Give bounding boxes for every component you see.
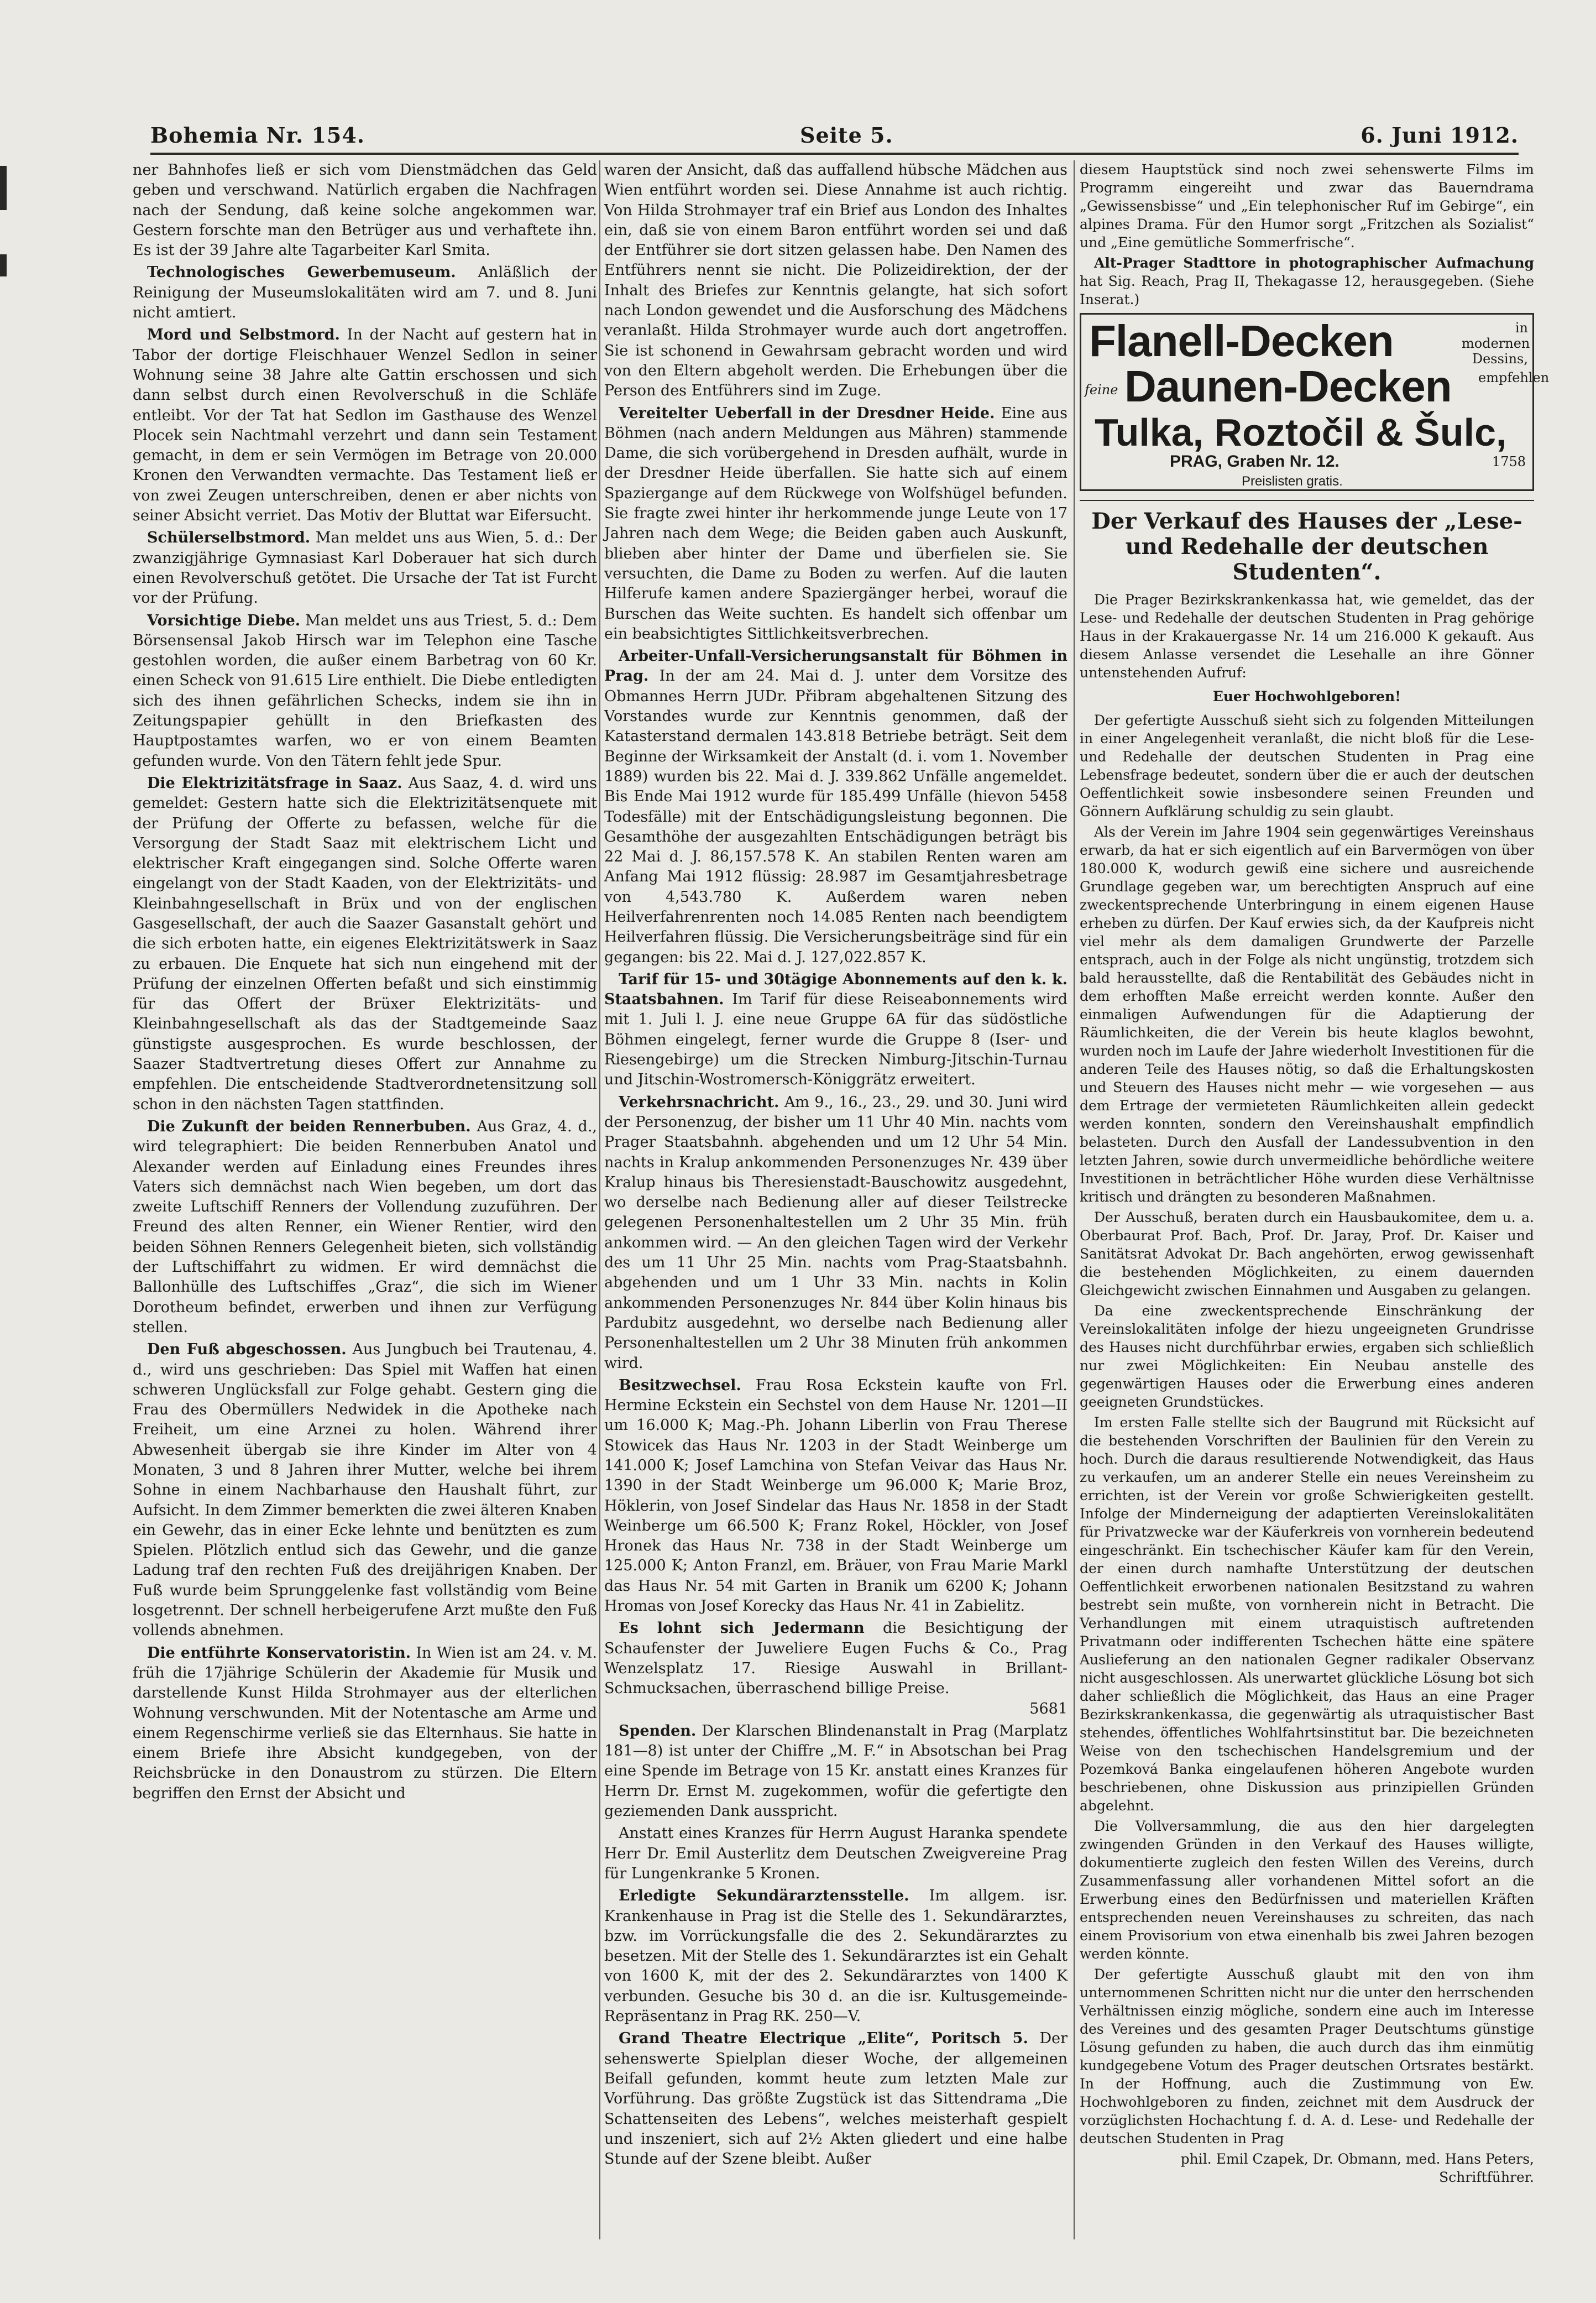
article-paragraph [604, 1824, 1068, 1884]
article-body: Der sehenswerte Spielplan dieser Woche, der allgemeinen Beifall gefunden, kommt heute zum letzten Male zur Vorführung. Das größte Zugstück ist das Sittendrama „Die Schattenseiten des Lebens“, welches meisterhaft gespielt und inszeniert, sich auf 2½ Akten gliedert und eine halbe Stunde auf der Szene bleibt. Außer [604, 2030, 1068, 2168]
article-continuation: diesem Hauptstück sind noch zwei sehenswerte Films im Programm eingereiht und zwar das Bauerndrama „Gewissensbisse“ und „Ein telephonischer Ruf im Gebirge“, ein alpines Drama. Für den Humor sorgt „Fritzchen als Sozialist“ und „Eine gemütliche Sommerfrische“. [1080, 161, 1534, 250]
ad-number: 1758 [1492, 454, 1526, 469]
article-paragraph [133, 774, 597, 1115]
article-body: Frau Rosa Eckstein kaufte von Frl. Hermine Eckstein ein Sechstel von dem Hause Nr. 1201—II um 16.000 K; Mag.-Ph. Johann Liberlin von Frau Therese Stowicek das Haus Nr. 1203 in der Stadt Weinberge um 141.000 K; Josef Lamchina von Stefan Veivar das Haus Nr. 1390 in der Stadt Weinberge um 96.000 K; Marie Broz, Höklerin, von Josef Sindelar das Haus Nr. 1858 in der Stadt Weinberge um 66.500 K; Franz Rokel, Höckler, von Josef Hronek das Haus Nr. 738 in der Stadt Weinberge um 125.000 K; Anton Franzl, em. Bräuer, von Frau Marie Markl das Haus Nr. 54 mit Garten in Branik um 6200 K; Johann Hromas von Josef Korecky das Haus Nr. 41 in Zabielitz. [604, 1376, 1068, 1615]
article-heading: Grand Theatre Electrique „Elite“, Poritsch 5. [619, 2030, 1028, 2048]
page-edge-mark [0, 254, 7, 276]
ad-reference-number: 5681 [1029, 1700, 1068, 1717]
column-divider [599, 160, 600, 2239]
article-paragraph [604, 970, 1068, 1090]
signature: phil. Emil Czapek, Dr. Obmann, med. Hans Peters, Schriftführer. [1180, 2151, 1534, 2185]
article-heading: Vereitelter Ueberfall in der Dresdner Heide. [619, 404, 995, 422]
article-heading: Erledigte Sekundärarztensstelle. [619, 1887, 909, 1905]
salutation: Euer Hochwohlgeboren! [1212, 688, 1401, 704]
article-heading: Technologisches Gewerbemuseum. [147, 264, 456, 281]
article-paragraph [133, 611, 597, 771]
article-heading: Den Fuß abgeschossen. [147, 1341, 347, 1359]
ad-flanell-line: Flanell-Decken [1089, 316, 1394, 365]
header-page-number: Seite 5. [800, 123, 893, 148]
article-paragraph [133, 1117, 597, 1338]
sale-appeal [1080, 711, 1534, 2148]
article-heading: Die Zukunft der beiden Rennerbuben. [147, 1117, 471, 1135]
appeal-paragraph: Im ersten Falle stellte sich der Baugrund mit Rücksicht auf die bestehenden Vorschriften der Baulinien für den Verein zu hoch. Durch die daraus resultierende Notwendigkeit, das Haus zu verkaufen, um an anderer Stelle ein neues Vereinsheim zu errichten, ist der Verein vor große Schwierigkeiten gestellt. Infolge der Minderneigung der adaptierten Vereinslokalitäten für Privatzwecke war der Käuferkreis von vornherein bedeutend eingeschränkt. Ein tschechischer Käufer kam für den Verein, der einen durch namhafte Unterstützung der deutschen Oeffentlichkeit erworbenen nationalen Besitzstand zu wahren bestrebt sein mußte, von vornherein nicht in Betracht. Die Verhandlungen mit einem utraquistisch auftretenden Privatmann oder indifferenten Tschechen hätte eine spätere Auslieferung an den nationalen Gegner radikaler Observanz nicht ausgeschlossen. Als unerwartet glückliche Lösung bot sich daher schließlich die Möglichkeit, das Haus an eine Prager Bezirkskrankenkassa, die gegenwärtig als utraquistischer Bast stehendes, öffentliches Wohlfahrtsinstitut bar. Die bezeichneten Weise von den tschechischen Handelsgremium und der Pozemková Banka eingelaufenen höheren Angebote wurden beschriebenen, ohne Diskussion aus prinzipiellen Gründen abgelehnt. [1080, 1414, 1534, 1814]
page-edge-mark [0, 166, 7, 210]
article-body: Anläßlich der Reinigung der Museumslokalitäten wird am 7. und 8. Juni nicht amtiert. [133, 264, 597, 322]
advertisement-tulka [1080, 313, 1550, 491]
column-3 [1080, 160, 1550, 2189]
article-paragraph [133, 528, 597, 608]
article-body: Eine aus Böhmen (nach andern Meldungen aus Mähren) stammende Dame, die sich vorübergehend in Dresden aufhält, wurde in der Dresdner Heide überfallen. Sie hatte sich auf einem Spaziergange auf dem Rückwege von Wolfshügel befunden. Sie fragte zwei hinter ihr herkommende junge Leute von 17 Jahren nach dem Wege; die Beiden gaben auch Auskunft, blieben aber hinter der Dame und überfielen sie. Sie versuchten, die Dame zu Boden zu werfen. Auf die lauten Hilferufe kamen andere Spaziergänger herbei, worauf die Burschen das Weite suchten. Es handelt sich offenbar um ein beabsichtigtes Sittlichkeitsverbrechen. [604, 404, 1068, 643]
article-body: Man meldet uns aus Triest, 5. d.: Dem Börsensensal Jakob Hirsch war im Telephon eine Tasche gestohlen worden, die außer einem Barbetrag von 60 Kr. einen Scheck von 91.615 Lire enthielt. Die Diebe entledigten sich des ihnen gefährlichen Schecks, indem sie ihn in Zeitungspapier gehüllt in den Briefkasten des Hauptpostamtes warfen, wo er von einem Beamten gefunden wurde. Von den Tätern fehlt jede Spur. [133, 612, 597, 770]
article-paragraph [133, 1643, 597, 1804]
ad-company-name: Tulka, Roztočil & Šulc, [1095, 411, 1507, 454]
article-paragraph [133, 160, 597, 260]
article-paragraph [133, 263, 597, 323]
article-body: waren der Ansicht, daß das auffallend hübsche Mädchen aus Wien entführt worden sei. Diese Annahme ist auch richtig. Von Hilda Strohmayer traf ein Brief aus London des Inhaltes ein, daß sie von einem Baron entführt worden sei und daß der Entführer sie dort sitzen gelassen habe. Den Namen des Entführers nennt sie nicht. Die Polizeidirektion, der der Inhalt des Briefes zur Kenntnis gelangte, hat sich sofort nach London gewendet und die Ausforschung des Mädchens veranlaßt. Hilda Strohmayer wurde auch dort angetroffen. Sie ist schonend in Gewahrsam gebracht worden und wird von den Eltern abgeholt werden. Die Erhebungen über die Person des Entführers sind im Zuge. [604, 161, 1068, 400]
article-body: ner Bahnhofes ließ er sich vom Dienstmädchen das Geld geben und verschwand. Natürlich ergaben die Nachfragen nach der Sendung, daß keine solche angekommen war. Gestern forschte man den Betrüger aus und verhaftete ihn. Es ist der 39 Jahre alte Tagarbeiter Karl Smita. [133, 161, 597, 259]
header-date: 6. Juni 1912. [1360, 123, 1519, 148]
article-heading: Spenden. [619, 1722, 697, 1740]
sale-intro: Die Prager Bezirkskrankenkassa hat, wie gemeldet, das der Lese- und Redehalle der deutschen Studenten in Prag gehörige Haus in der Krakauergasse Nr. 14 um 216.000 K gekauft. Aus diesem Anlasse versendet die Lesehalle an ihre Gönner untenstehenden Aufruf: [1080, 592, 1534, 681]
ad-empfehlen-note: empfehlen [1478, 370, 1550, 385]
article-paragraph [604, 1376, 1068, 1617]
appeal-paragraph: Die Vollversammlung, die aus den hier dargelegten zwingenden Gründen in den Verkauf des Hauses willigte, dokumentierte zugleich den festen Willen des Vereins, durch Zusammenfassung aller vorhandenen Mittel sofort an die Erwerbung eines den Bedürfnissen und materiellen Kräften entsprechenden neuen Vereinshauses zu schreiten, das nach einem Provisorium von etwa einenhalb bis zwei Jahren bezogen werden könnte. [1080, 1818, 1534, 1962]
article-paragraph [604, 404, 1068, 645]
ad-daunen-line: Daunen-Decken [1124, 362, 1452, 411]
ad-price-note: Preislisten gratis. [1242, 474, 1343, 489]
header-rule [150, 153, 1519, 155]
article-body: Am 9., 16., 23., 29. und 30. Juni wird der Personenzug, der bisher um 11 Uhr 40 Min. nachts vom Prager Staatsbahnh. abgehenden und um 12 Uhr 54 Min. nachts in Kralup ankommenden Personenzuges Nr. 439 über Kralup hinaus bis Theresienstadt-Bauschowitz ausgedehnt, wo derselbe nach Bedienung aller auf dieser Teilstrecke gelegenen Personenhaltestellen um 2 Uhr 35 Min. früh ankommen wird. — An den gleichen Tagen wird der Verkehr des um 11 Uhr 25 Min. nachts vom Prag-Staatsbahnh. abgehenden und um 1 Uhr 33 Min. nachts in Kolin ankommenden Personenzuges Nr. 844 über Kolin hinaus bis Pardubitz ausgedehnt, wo derselbe nach Bedienung aller Personenhaltestellen um 2 Uhr 38 Minuten früh ankommen wird. [604, 1093, 1068, 1372]
article-paragraph [604, 646, 1068, 968]
article-body: Aus Graz, 4. d., wird telegraphiert: Die beiden Rennerbuben Anatol und Alexander werden auf Einladung eines Freundes ihres Vaters sich demnächst nach Wien begeben, um dort das zweite Luftschiff Renners der Vollendung zuzuführen. Der Freund des alten Renner, ein Wiener Rentier, wird den beiden Söhnen Renners Gelegenheit bieten, sich vollständig der Luftschiffahrt zu widmen. Er wird demnächst die Ballonhülle des Luftschiffes „Graz“, die sich im Wiener Dorotheum befindet, erwerben und ihnen zur Verfügung stellen. [133, 1117, 597, 1336]
article-heading: Verkehrsnachricht. [619, 1093, 779, 1111]
appeal-paragraph: Der Ausschuß, beraten durch ein Hausbaukomitee, dem u. a. Oberbaurat Prof. Bach, Prof. Dr. Jaray, Prof. Dr. Kaiser und Sanitätsrat Advokat Dr. Bach angehörten, erwog gewissenhaft die bestehenden Möglichkeiten, zu einem dauernden Gleichgewicht zwischen Einnahmen und Ausgaben zu gelangen. [1080, 1209, 1534, 1298]
article-body: die Besichtigung der Schaufenster der Juweliere Eugen Fuchs & Co., Prag Wenzelsplatz 17. Riesige Auswahl in Brillant-Schmucksachen, überraschend billige Preise. [604, 1620, 1068, 1698]
article-body: In der Nacht auf gestern hat in Tabor der dortige Fleischhauer Wenzel Sedlon in seiner Wohnung seine 38 Jahre alte Gattin erschossen und sich dann selbst durch einen Revolverschuß in die Schläfe entleibt. Vor der Tat hat Sedlon im Gasthause des Wenzel Plocek sein Nachtmahl verzehrt und dann sein Testament gemacht, in dem er sein Vermögen im Betrage von 20.000 Kronen den Verwandten vermachte. Das Testament ließ er von zwei Zeugen unterschreiben, denen er aber nichts von seiner Absicht verriet. Das Motiv der Bluttat war Eifersucht. [133, 326, 598, 525]
article-heading: Die entführte Konservatoristin. [147, 1644, 411, 1662]
article-heading: Die Elektrizitätsfrage in Saaz. [147, 774, 402, 792]
article-heading: Schülerselbstmord. [147, 529, 311, 547]
article-heading: Tarif für 15- und 30tägige Abonnements auf den k. k. Staatsbahnen. [604, 970, 1068, 1009]
appeal-paragraph: Als der Verein im Jahre 1904 sein gegenwärtiges Vereinshaus erwarb, da hat er sich eigentlich auf ein Barvermögen von über 180.000 K, wodurch gewiß eine sichere und ausreichende Grundlage gegeben war, um berechtigten Anspruch auf eine zweckentsprechende Unterbringung in einem eigenen Hause erheben zu dürfen. Der Kauf erwies sich, da der Kaufpreis nicht viel mehr als dem damaligen Grundwerte der Parzelle entsprach, auch in der Folge als nicht ungünstig, trotzdem sich bald herausstellte, daß die Rentabilität des Gebäudes nicht in dem erhofften Maße erreicht werden konnte. Außer den einmaligen Aufwendungen für die Adaptierung der Räumlichkeiten, die der Verein bis heute klaglos bewohnt, wurden noch im Laufe der Jahre wiederholt Investitionen für die anderen Teile des Hauses nötig, so daß die Erhaltungskosten und Steuern des Hauses nicht mehr — wie vorgesehen — aus dem Ertrage der vermieteten Räumlichkeiten allein gedeckt werden konnten, sondern den Vereinshaushalt empfindlich belasteten. Durch den Ausfall der Landessubvention in den letzten Jahren, sowie durch unvermeidliche behördliche weitere Investitionen in beträchtlicher Höhe wurden diese Verhältnisse kritisch und drängten zu besonderen Maßnahmen. [1080, 824, 1534, 1205]
article-paragraph [604, 2029, 1068, 2169]
column-divider [1074, 160, 1075, 2239]
article-alt-prager [1080, 254, 1534, 309]
article-paragraph [604, 160, 1068, 401]
ad-address: PRAG, Graben Nr. 12. [1170, 452, 1339, 471]
article-body: Der Klarschen Blindenanstalt in Prag (Marplatz 181—8) ist unter der Chiffre „M. F.“ in Absotschan bei Prag eine Spende im Betrage von 15 Kr. anstatt eines Kranzes für Herrn Dr. Ernst M. zugekommen, wofür die gefertigte den geziemenden Dank ausspricht. [604, 1722, 1068, 1820]
article-paragraph [604, 1618, 1068, 1719]
article-body: Aus Jungbuch bei Trautenau, 4. d., wird uns geschrieben: Das Spiel mit Waffen hat einen schweren Unglücksfall zur Folge gehabt. Gestern ging die Frau des Obermüllers Nedwidek in die Apotheke nach Freiheit, um eine Arznei zu holen. Während ihrer Abwesenheit übergab sie ihre Kinder im Alter von 4 Monaten, 3 und 8 Jahren ihrer Mutter, welche bei ihrem Sohne in einem Nachbarhause den Haushalt führt, zur Aufsicht. In dem Zimmer bemerkten die zwei älteren Knaben ein Gewehr, das in einer Ecke lehnte und benützten es zum Spielen. Plötzlich entlud sich das Gewehr, und die ganze Ladung traf den rechten Fuß des dreijährigen Knaben. Der Fuß wurde beim Sprunggelenke fast vollständig vom Beine losgetrennt. Der schnell herbeigerufene Arzt mußte den Fuß vollends abnehmen. [133, 1341, 597, 1639]
article-paragraph [604, 1721, 1068, 1821]
appeal-paragraph: Der gefertigte Ausschuß glaubt mit den von ihm unternommenen Schritten nicht nur die unter den herrschenden Verhältnissen einzig mögliche, sondern eine auch im Interesse des Vereines und des gesamten Prager Deutschtums günstige Lösung gefunden zu haben, die auch durch das ihm einmütig kundgegebene Votum des Prager deutschen Ortsrates bestärkt. In der Hoffnung, auch die Zustimmung von Ew. Hochwohlgeboren zu finden, zeichnet mit dem Ausdruck der vorzüglichsten Hochachtung f. d. A. d. Lese- und Redehalle der deutschen Studenten in Prag [1080, 1966, 1534, 2147]
article-heading: Besitzwechsel. [619, 1376, 741, 1394]
article-paragraph [133, 325, 597, 526]
appeal-paragraph: Der gefertigte Ausschuß sieht sich zu folgenden Mitteilungen in einer Angelegenheit veranlaßt, die nicht bloß für die Lese- und Redehalle der deutschen Studenten in Prag eine Lebensfrage bedeutet, sondern über die er auch der deutschen Oeffentlichkeit sowie insbesondere seinen Freunden und Gönnern Aufklärung schuldig zu sein glaubt. [1080, 712, 1534, 819]
article-body: Man meldet uns aus Wien, 5. d.: Der zwanzigjährige Gymnasiast Karl Doberauer hat sich durch einen Revolverschuß getötet. Die Ursache der Tat ist Furcht vor der Prüfung. [133, 529, 597, 607]
article-body: In der am 24. Mai d. J. unter dem Vorsitze des Obmannes Herrn JUDr. Přibram abgehaltenen Sitzung des Vorstandes wurde zur Kenntnis genommen, daß der Katasterstand dermalen 143.818 Betriebe beträgt. Seit dem Beginne der Wirksamkeit der Anstalt (d. i. vom 1. November 1889) wurden bis 22. Mai d. J. 339.862 Unfälle angemeldet. Bis Ende Mai 1912 wurde für 185.499 Unfälle (hievon 5458 Todesfälle) mit der Entschädigungsleistung begonnen. Die Gesamthöhe der ausgezahlten Entschädigungen beträgt bis 22 Mai d. J. 86,157.578 K. An stabilen Renten waren am Anfang Mai 1912 flüssig: 28.987 im Gesamtjahresbetrage von 4,543.780 K. Außerdem waren neben Heilverfahrenrenten noch 14.085 Renten nach beendigtem Heilverfahren flüssig. Die Versicherungsbeiträge sind für ein gegangen: bis 22. Mai d. J. 127,022.857 K. [604, 667, 1068, 966]
article-paragraph [604, 1886, 1068, 2027]
article-body: Im allgem. isr. Krankenhause in Prag ist die Stelle des 1. Sekundärarztes, bzw. im Vorrückungsfalle die des 2. Sekundärarztes zu besetzen. Mit der Stelle des 1. Sekundärarztes ist ein Gehalt von 1600 K, mit der des 2. Sekundärarztes von 1400 K verbunden. Gesuche bis 30 d. an die isr. Kultusgemeinde-Repräsentanz in Prag RK. 250—V. [604, 1887, 1068, 2025]
article-body: In Wien ist am 24. v. M. früh die 17jährige Schülerin der Akademie für Musik und darstellende Kunst Hilda Strohmayer aus der elterlichen Wohnung verschwunden. Mit der Notentasche am Arme und einem Regenschirme verließ sie das Elternhaus. Sie hatte in einem Briefe ihre Absicht kundgegeben, von der Reichsbrücke in den Donaustrom zu stürzen. Die Eltern begriffen den Ernst der Absicht und [133, 1644, 597, 1802]
article-body: Anstatt eines Kranzes für Herrn August Haranka spendete Herr Dr. Emil Austerlitz dem Deutschen Zweigvereine Prag für Lungenkranke 5 Kronen. [604, 1825, 1068, 1882]
article-heading: Es lohnt sich Jedermann [619, 1620, 865, 1637]
section-rule [1080, 500, 1534, 501]
article-heading: Mord und Selbstmord. [147, 326, 340, 344]
header-paper-issue: Bohemia Nr. 154. [150, 123, 365, 148]
page-header [150, 123, 1519, 156]
column-1 [133, 160, 597, 1806]
sale-headline: Der Verkauf des Hauses der „Lese- und Redehalle der deutschen Studenten“. [1091, 508, 1522, 585]
article-body: Aus Saaz, 4. d. wird uns gemeldet: Gestern hatte sich die Elektrizitätsenquete mit der Prüfung der Offerte zu befassen, welche für die Versorgung der Stadt Saaz mit elektrischem Licht und elektrischer Kraft eingegangen sind. Solche Offerte waren eingelangt von der Stadt Kaaden, von der Elektrizitäts- und Kleinbahngesellschaft in Brüx und von der englischen Gasgesellschaft, der auch die Saazer Gasanstalt gehört und die sich erboten hatte, ein eigenes Elektrizitätswerk in Saaz zu erbauen. Die Enquete hat sich nun eingehend mit der Prüfung der einzelnen Offerten befaßt und sich einstimmig für das Offert der Brüxer Elektrizitäts- und Kleinbahngesellschaft als das der Stadtgemeinde Saaz günstigste ausgesprochen. Es wurde beschlossen, der Saazer Stadtvertretung dieses Offert zur Annahme zu empfehlen. Die entscheidende Stadtverordnetensitzung soll schon in den nächsten Tagen stattfinden. [133, 774, 597, 1113]
article-body: hat Sig. Reach, Prag II, Thekagasse 12, herausgegeben. (Siehe Inserat.) [1080, 273, 1534, 307]
ad-modern-note: in modernen Dessins, [1462, 320, 1530, 367]
article-paragraph [604, 1093, 1068, 1374]
appeal-paragraph: Da eine zweckentsprechende Einschränkung der Vereinslokalitäten infolge der hiezu ungeeigneten Grundrisse des Hauses nicht durchführbar erwies, ergaben sich schließlich nur zwei Möglichkeiten: Ein Neubau anstelle des gegenwärtigen Hauses oder die Erwerbung eines anderen geeigneten Grundstückes. [1080, 1303, 1534, 1410]
column-2 [604, 160, 1068, 2171]
article-heading: Arbeiter-Unfall-Versicherungsanstalt für Böhmen in Prag. [604, 647, 1068, 685]
ad-fine-note: feine [1085, 382, 1118, 398]
article-paragraph [133, 1340, 597, 1641]
article-heading: Alt-Prager Stadttore in photographischer Aufmachung [1094, 255, 1534, 271]
article-body: Im Tarif für diese Reiseabonnements wird mit 1. Juli l. J. eine neue Gruppe 6A für das südöstliche Böhmen eingelegt, ferner wurde die Gruppe 8 (Iser- und Riesengebirge) um die Strecken Nimburg-Jitschin-Turnau und Jitschin-Wostromersch-Königgrätz erweitert. [604, 991, 1068, 1089]
article-heading: Vorsichtige Diebe. [147, 612, 301, 629]
